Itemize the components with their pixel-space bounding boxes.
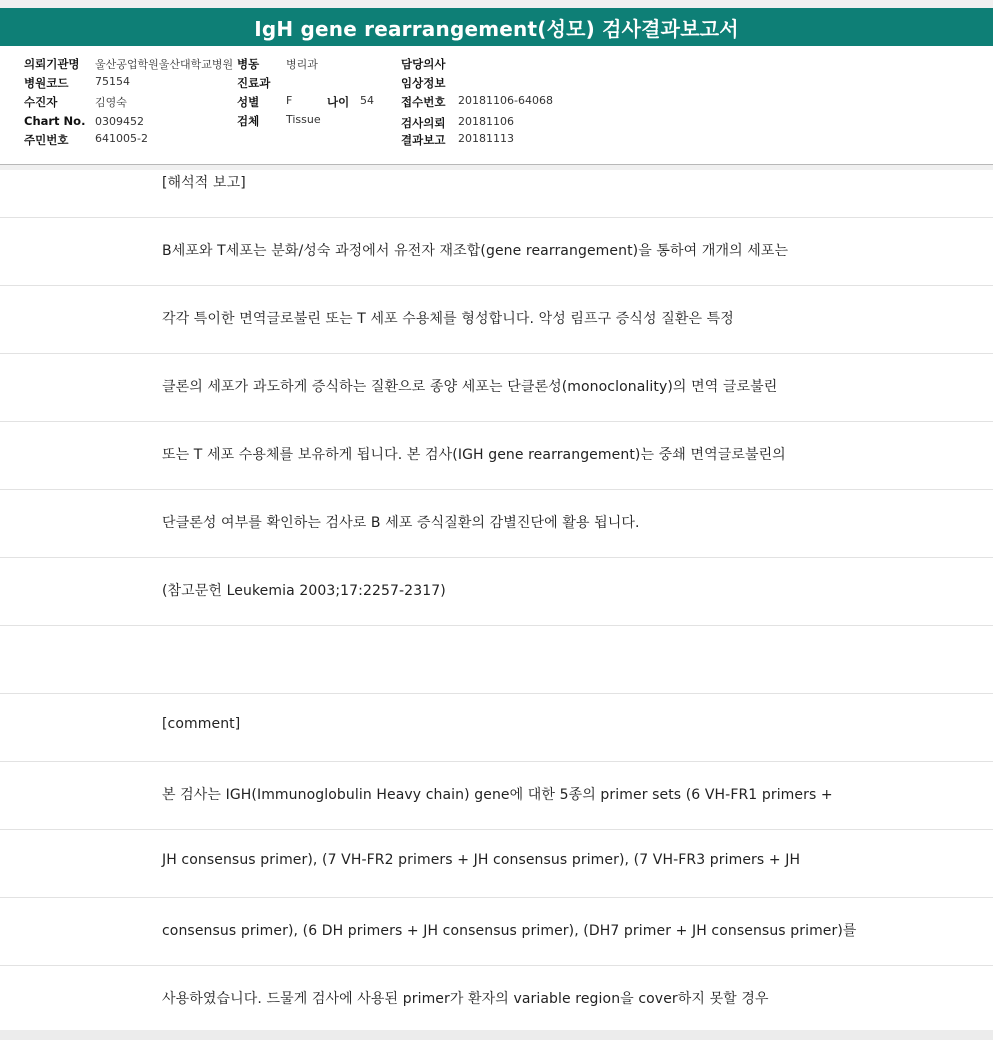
report-line-text: 클론의 세포가 과도하게 증식하는 질환으로 종양 세포는 단클론성(monoclonality)의 면역 글로불린 (162, 379, 778, 395)
report-line (0, 694, 993, 762)
id-number-label: 주민번호 (24, 133, 69, 147)
bottom-strip (0, 1030, 993, 1040)
institution-value: 울산공업학원울산대학교병원 (95, 58, 234, 71)
report-line (0, 558, 993, 626)
department-label: 진료과 (237, 76, 271, 90)
sex-value: F (286, 94, 293, 107)
report-line (0, 626, 993, 694)
report-line-text: (참고문헌 Leukemia 2003;17:2257-2317) (162, 583, 446, 599)
report-line-text: 또는 T 세포 수용체를 보유하게 됩니다. 본 검사(IGH gene rearrangement)는 중쇄 면역글로불린의 (162, 447, 786, 463)
id-number-value: 641005-2 (95, 132, 148, 145)
report-line (0, 490, 993, 558)
age-value: 54 (360, 94, 374, 107)
specimen-value: Tissue (286, 113, 321, 126)
report-body (0, 170, 993, 1030)
request-value: 20181106 (458, 115, 514, 128)
receipt-value: 20181106-64068 (458, 94, 553, 107)
report-date-label: 결과보고 (401, 133, 446, 147)
report-date-value: 20181113 (458, 132, 514, 145)
report-line-text: B세포와 T세포는 분화/성숙 과정에서 유전자 재조합(gene rearrangement)을 통하여 개개의 세포는 (162, 243, 789, 259)
report-line-text: 각각 특이한 면역글로불린 또는 T 세포 수용체를 형성합니다. 악성 림프구 증식성 질환은 특정 (162, 311, 734, 327)
report-line (0, 898, 993, 966)
specimen-label: 검체 (237, 114, 260, 128)
patient-label: 수진자 (24, 95, 58, 109)
report-line (0, 170, 993, 218)
hospital-code-label: 병원코드 (24, 76, 69, 90)
report-line (0, 762, 993, 830)
sex-label: 성별 (237, 95, 260, 109)
doctor-label: 담당의사 (401, 57, 446, 71)
patient-value: 김영숙 (95, 96, 127, 109)
report-line-text: JH consensus primer), (7 VH-FR2 primers + JH consensus primer), (7 VH-FR3 primers + JH (162, 852, 801, 868)
chart-no-label: Chart No. (24, 114, 86, 128)
report-line-text: [comment] (162, 716, 241, 732)
ward-value: 병리과 (286, 58, 318, 71)
ward-label: 병동 (237, 57, 260, 71)
report-line-text: consensus primer), (6 DH primers + JH consensus primer), (DH7 primer + JH consensus primer)를 (162, 923, 857, 939)
report-line-text: 단클론성 여부를 확인하는 검사로 B 세포 증식질환의 감별진단에 활용 됩니다. (162, 515, 640, 531)
report-line (0, 966, 993, 1030)
report-line (0, 286, 993, 354)
report-line-text: [해석적 보고] (162, 175, 246, 191)
report-line (0, 354, 993, 422)
patient-info-panel (0, 46, 993, 165)
clinical-info-label: 임상정보 (401, 76, 446, 90)
report-title: IgH gene rearrangement(성모) 검사결과보고서 (0, 8, 993, 46)
report-line (0, 218, 993, 286)
report-line (0, 422, 993, 490)
chart-no-value: 0309452 (95, 115, 144, 128)
institution-label: 의뢰기관명 (24, 57, 80, 71)
request-label: 검사의뢰 (401, 116, 446, 130)
report-line-text: 본 검사는 IGH(Immunoglobulin Heavy chain) gene에 대한 5종의 primer sets (6 VH-FR1 primers + (162, 787, 833, 803)
age-label: 나이 (327, 95, 350, 109)
hospital-code-value: 75154 (95, 75, 130, 88)
receipt-label: 접수번호 (401, 95, 446, 109)
report-line (0, 830, 993, 898)
report-line-text: 사용하였습니다. 드물게 검사에 사용된 primer가 환자의 variable region을 cover하지 못할 경우 (162, 991, 769, 1007)
